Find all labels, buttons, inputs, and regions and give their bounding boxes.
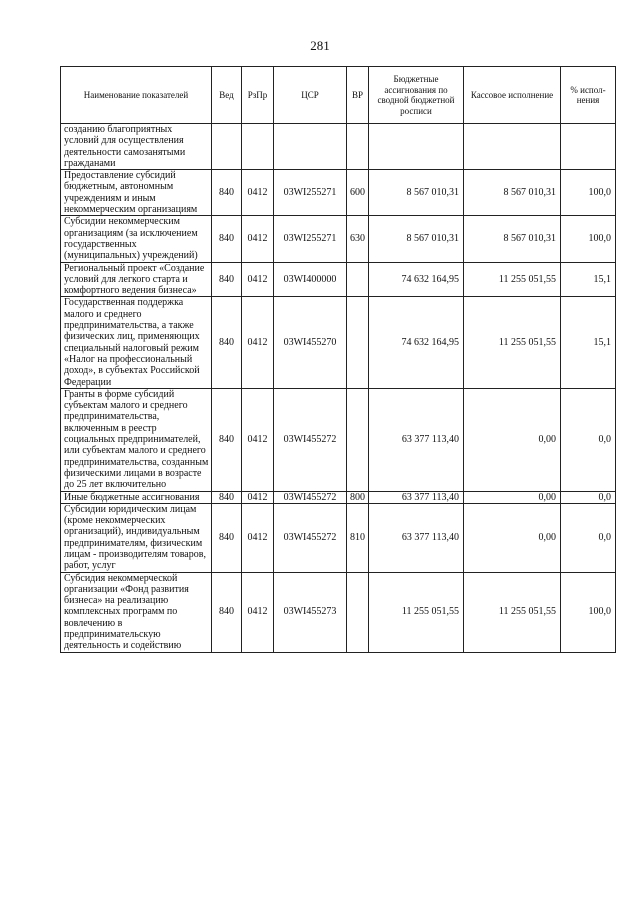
cell-rzpr: 0412	[242, 170, 274, 216]
cell-rzpr: 0412	[242, 491, 274, 503]
table-row	[61, 170, 616, 216]
cell-percent: 15,1	[561, 262, 616, 297]
cell-ved: 840	[212, 297, 242, 388]
cell-percent	[561, 124, 616, 170]
cell-rzpr: 0412	[242, 388, 274, 491]
col-header-budget: Бюджетные ассигнования по сводной бюджетной росписи	[369, 67, 464, 124]
cell-percent: 100,0	[561, 216, 616, 262]
cell-budget: 8 567 010,31	[369, 170, 464, 216]
cell-cash	[464, 124, 561, 170]
cell-cash: 11 255 051,55	[464, 572, 561, 652]
cell-percent: 15,1	[561, 297, 616, 388]
cell-ved: 840	[212, 388, 242, 491]
cell-csr: 03WI455270	[274, 297, 347, 388]
cell-name: созданию благоприятных условий для осуществления деятельности самозанятыми гражданами	[61, 124, 212, 170]
cell-ved: 840	[212, 216, 242, 262]
cell-rzpr: 0412	[242, 503, 274, 572]
cell-name: Иные бюджетные ассигнования	[61, 491, 212, 503]
col-header-vr: ВР	[347, 67, 369, 124]
cell-name: Региональный проект «Создание условий для легкого старта и комфортного ведения бизнеса»	[61, 262, 212, 297]
col-header-rzpr: РзПр	[242, 67, 274, 124]
cell-percent: 0,0	[561, 491, 616, 503]
cell-name: Субсидии некоммерческим организациям (за исключением государственных (муниципальных) учреждений)	[61, 216, 212, 262]
cell-vr	[347, 297, 369, 388]
cell-budget: 74 632 164,95	[369, 262, 464, 297]
col-header-name: Наименование показателей	[61, 67, 212, 124]
cell-vr: 810	[347, 503, 369, 572]
cell-percent: 100,0	[561, 170, 616, 216]
table-row	[61, 124, 616, 170]
cell-vr	[347, 262, 369, 297]
cell-name: Гранты в форме субсидий субъектам малого и среднего предпринимательства, включенным в реестр социальных предпринимателей, или субъектам малого и среднего предпринимательства, созданным физическими лицами в возрасте до 25 лет включительно	[61, 388, 212, 491]
cell-rzpr: 0412	[242, 216, 274, 262]
cell-budget: 74 632 164,95	[369, 297, 464, 388]
cell-csr	[274, 124, 347, 170]
cell-vr: 630	[347, 216, 369, 262]
cell-ved: 840	[212, 170, 242, 216]
cell-rzpr: 0412	[242, 297, 274, 388]
cell-budget: 63 377 113,40	[369, 388, 464, 491]
table-row	[61, 572, 616, 652]
table-header-row	[61, 67, 616, 124]
cell-csr: 03WI455272	[274, 388, 347, 491]
col-header-percent: % испол- нения	[561, 67, 616, 124]
cell-percent: 0,0	[561, 388, 616, 491]
cell-cash: 11 255 051,55	[464, 262, 561, 297]
cell-percent: 100,0	[561, 572, 616, 652]
cell-budget: 63 377 113,40	[369, 503, 464, 572]
cell-cash: 0,00	[464, 388, 561, 491]
cell-name: Государственная поддержка малого и среднего предпринимательства, а также физических лиц, применяющих специальный налоговый режим «Налог на профессиональный доход», в субъектах Российской Федерации	[61, 297, 212, 388]
cell-budget	[369, 124, 464, 170]
cell-cash: 0,00	[464, 503, 561, 572]
cell-vr: 600	[347, 170, 369, 216]
cell-ved	[212, 124, 242, 170]
cell-csr: 03WI455272	[274, 503, 347, 572]
table-row	[61, 503, 616, 572]
cell-ved: 840	[212, 491, 242, 503]
page-number: 281	[310, 38, 330, 53]
cell-rzpr	[242, 124, 274, 170]
table-row	[61, 262, 616, 297]
cell-csr: 03WI400000	[274, 262, 347, 297]
cell-vr	[347, 572, 369, 652]
table-row	[61, 388, 616, 491]
cell-cash: 11 255 051,55	[464, 297, 561, 388]
cell-ved: 840	[212, 572, 242, 652]
cell-budget: 8 567 010,31	[369, 216, 464, 262]
cell-ved: 840	[212, 262, 242, 297]
cell-budget: 63 377 113,40	[369, 491, 464, 503]
cell-csr: 03WI455272	[274, 491, 347, 503]
col-header-ved: Вед	[212, 67, 242, 124]
cell-cash: 8 567 010,31	[464, 170, 561, 216]
cell-vr: 800	[347, 491, 369, 503]
cell-rzpr: 0412	[242, 262, 274, 297]
col-header-cash: Кассовое исполнение	[464, 67, 561, 124]
cell-ved: 840	[212, 503, 242, 572]
cell-name: Предоставление субсидий бюджетным, автономным учреждениям и иным некоммерческим организациям	[61, 170, 212, 216]
cell-budget: 11 255 051,55	[369, 572, 464, 652]
cell-name: Субсидия некоммерческой организации «Фонд развития бизнеса» на реализацию комплексных программ по вовлечению в предпринимательскую деятельность и содействию	[61, 572, 212, 652]
table-row	[61, 216, 616, 262]
cell-name: Субсидии юридическим лицам (кроме некоммерческих организаций), индивидуальным предпринимателям, физическим лицам - производителям товаров, работ, услуг	[61, 503, 212, 572]
cell-cash: 8 567 010,31	[464, 216, 561, 262]
cell-csr: 03WI455273	[274, 572, 347, 652]
cell-vr	[347, 388, 369, 491]
cell-csr: 03WI255271	[274, 216, 347, 262]
cell-csr: 03WI255271	[274, 170, 347, 216]
col-header-csr: ЦСР	[274, 67, 347, 124]
budget-table	[60, 66, 616, 653]
cell-vr	[347, 124, 369, 170]
cell-cash: 0,00	[464, 491, 561, 503]
cell-percent: 0,0	[561, 503, 616, 572]
table-row	[61, 297, 616, 388]
cell-rzpr: 0412	[242, 572, 274, 652]
table-row	[61, 491, 616, 503]
